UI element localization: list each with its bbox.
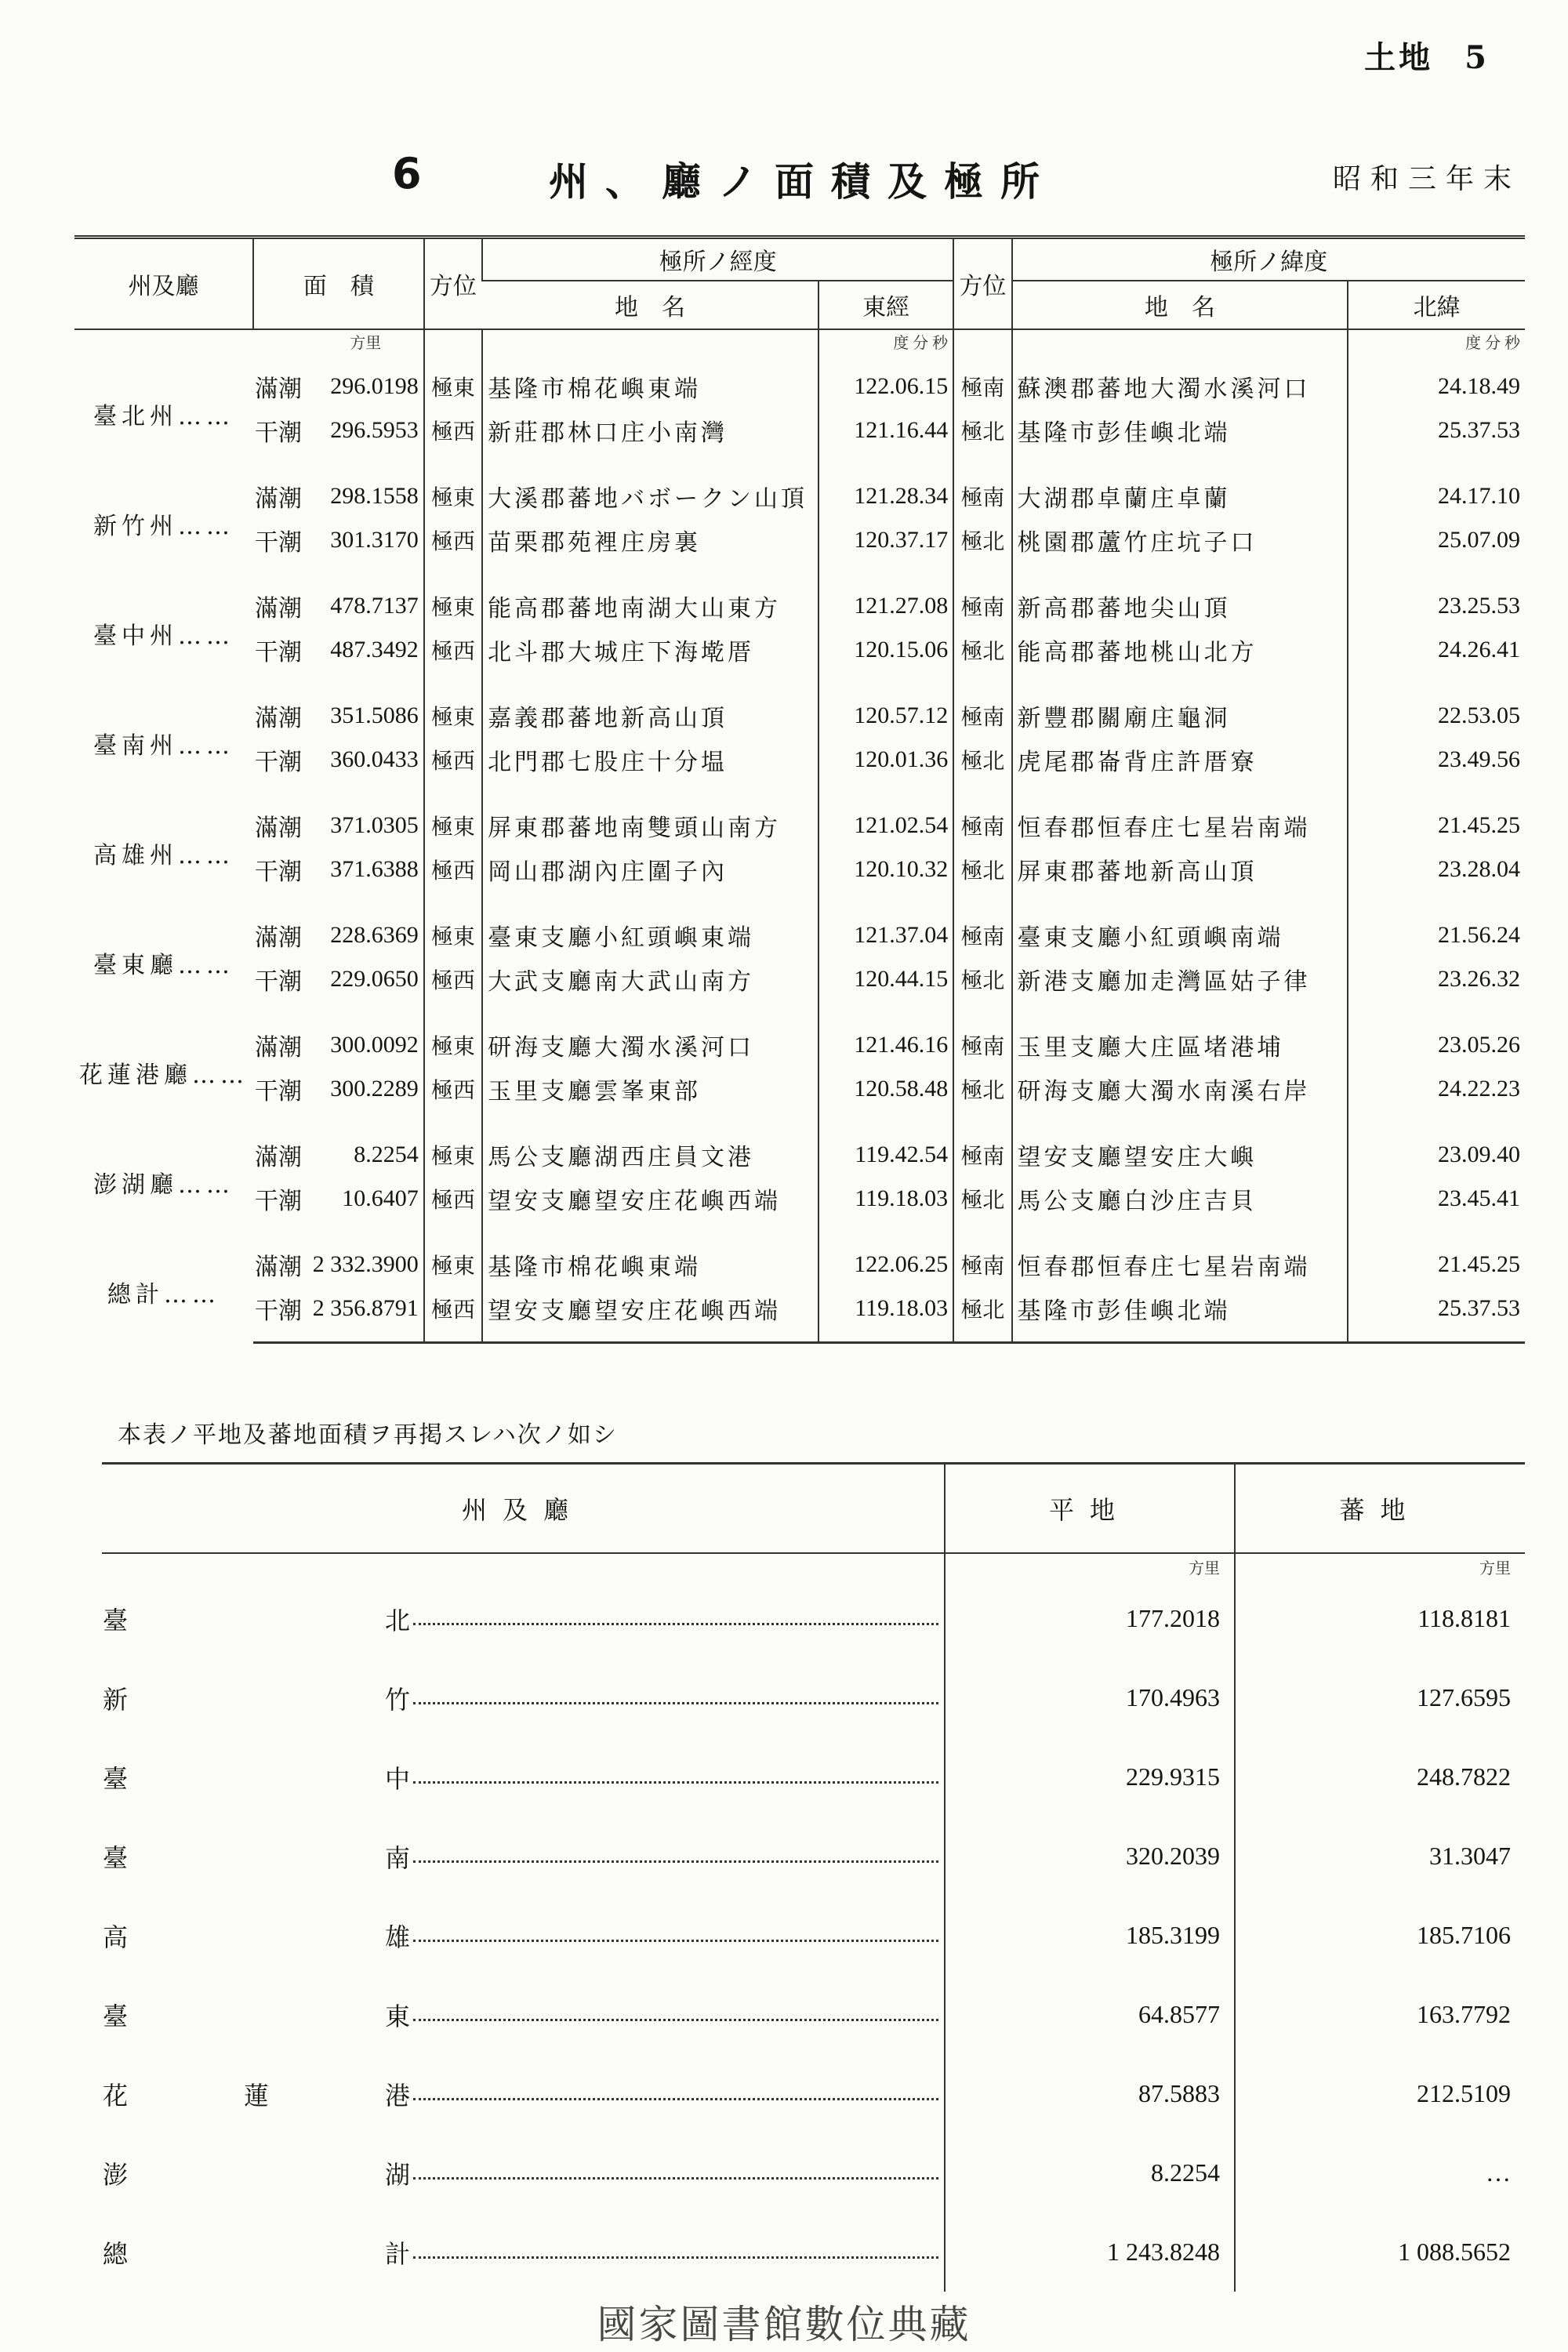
east-longitude: 119.42.54 — [818, 1122, 953, 1177]
lat-direction: 極北 — [953, 408, 1011, 463]
pref-name: 花蓮港廳…… — [79, 1061, 249, 1089]
flat-area: 170.4963 — [945, 1658, 1235, 1737]
section-name: 土地 — [1364, 39, 1434, 76]
lat-direction: 極北 — [953, 1287, 1011, 1343]
leader-dots — [413, 1770, 938, 1784]
aboriginal-area: 185.7106 — [1235, 1896, 1525, 1975]
sub-pref-char-3: 竹 — [385, 1684, 411, 1715]
leader-dots — [413, 2008, 938, 2021]
table-row — [74, 902, 1525, 957]
area-value: 371.6388 — [330, 855, 419, 882]
tide-label: 滿潮 — [255, 594, 302, 622]
area-value: 296.0198 — [330, 372, 419, 399]
tide-label: 滿潮 — [255, 704, 302, 732]
lon-place: 屏東郡蕃地南雙頭山南方 — [482, 793, 818, 848]
tide-label: 滿潮 — [255, 485, 302, 513]
lon-place: 望安支廳望安庄花嶼西端 — [482, 1177, 818, 1232]
footer-watermark: 國家圖書館數位典藏 — [597, 2302, 971, 2347]
tide-label: 干潮 — [255, 967, 302, 996]
tide-label: 滿潮 — [255, 1253, 302, 1281]
lat-place: 基隆市彭佳嶼北端 — [1012, 408, 1348, 463]
header-dir-lat: 方位 — [953, 238, 1011, 329]
area-value: 351.5086 — [330, 702, 419, 728]
sub-pref-char-3: 東 — [385, 2001, 411, 2031]
table-row — [74, 683, 1525, 738]
lon-direction: 極西 — [424, 1177, 482, 1232]
table-row — [74, 1232, 1525, 1287]
flat-area: 64.8577 — [945, 1975, 1235, 2054]
table-row — [102, 1579, 1525, 1658]
lat-direction: 極南 — [953, 1232, 1011, 1287]
tide-label: 干潮 — [255, 858, 302, 886]
page-number: 5 — [1465, 39, 1490, 76]
pref-name: 臺北州…… — [93, 402, 234, 430]
sub-header-aboriginal: 蕃地 — [1235, 1464, 1525, 1554]
north-latitude: 24.17.10 — [1348, 463, 1525, 518]
sub-pref-cell — [102, 1817, 945, 1896]
table-row — [102, 1817, 1525, 1896]
tide-label: 滿潮 — [255, 1033, 302, 1062]
area-value: 229.0650 — [330, 965, 419, 992]
east-longitude: 120.37.17 — [818, 518, 953, 573]
sub-pref-char-1: 臺 — [103, 2001, 129, 2031]
lat-direction: 極南 — [953, 683, 1011, 738]
tide-label: 滿潮 — [255, 814, 302, 842]
east-longitude: 120.15.06 — [818, 628, 953, 683]
east-longitude: 121.02.54 — [818, 793, 953, 848]
lat-direction: 極北 — [953, 738, 1011, 793]
lon-direction: 極東 — [424, 1012, 482, 1067]
sub-pref-char-1: 臺 — [103, 1842, 129, 1873]
lat-place: 屏東郡蕃地新高山頂 — [1012, 848, 1348, 902]
north-latitude: 25.37.53 — [1348, 1287, 1525, 1343]
lon-place: 苗栗郡苑裡庄房裏 — [482, 518, 818, 573]
sub-pref-char-2: 蓮 — [244, 2080, 270, 2111]
lon-place: 北斗郡大城庄下海墘厝 — [482, 628, 818, 683]
lat-place: 馬公支廳白沙庄吉貝 — [1012, 1177, 1348, 1232]
east-longitude: 121.46.16 — [818, 1012, 953, 1067]
area-value: 8.2254 — [354, 1141, 419, 1167]
lat-direction: 極南 — [953, 354, 1011, 408]
area-extremes-table — [74, 235, 1525, 1344]
sub-pref-char-1: 澎 — [103, 2159, 129, 2190]
unit-lon: 度 分 秒 — [818, 329, 953, 354]
east-longitude: 120.57.12 — [818, 683, 953, 738]
lat-place: 恒春郡恒春庄七星岩南端 — [1012, 793, 1348, 848]
title-date: 昭和三年末 — [1332, 163, 1521, 195]
header-lon-group: 極所ノ經度 — [482, 238, 953, 281]
aboriginal-area: 212.5109 — [1235, 2054, 1525, 2133]
area-value: 487.3492 — [330, 636, 419, 662]
lon-direction: 極西 — [424, 1067, 482, 1122]
sub-pref-char-1: 花 — [103, 2080, 129, 2111]
table-number: 6 — [392, 149, 422, 198]
north-latitude: 23.05.26 — [1348, 1012, 1525, 1067]
page-title: 州、廳ノ面積及極所 — [549, 158, 1057, 205]
area-value: 298.1558 — [330, 482, 419, 509]
sub-pref-cell — [102, 2212, 945, 2292]
lon-place: 望安支廳望安庄花嶼西端 — [482, 1287, 818, 1343]
tide-label: 干潮 — [255, 748, 302, 776]
sub-pref-cell — [102, 1896, 945, 1975]
flat-area: 229.9315 — [945, 1737, 1235, 1817]
sub-pref-char-3: 北 — [385, 1605, 411, 1635]
sub-pref-char-1: 臺 — [103, 1763, 129, 1794]
lon-direction: 極西 — [424, 518, 482, 573]
leader-dots — [413, 1691, 938, 1704]
unit-lat: 度 分 秒 — [1348, 329, 1525, 354]
north-latitude: 24.26.41 — [1348, 628, 1525, 683]
sub-pref-char-1: 臺 — [103, 1605, 129, 1635]
flat-area: 185.3199 — [945, 1896, 1235, 1975]
lat-direction: 極南 — [953, 1122, 1011, 1177]
east-longitude: 122.06.25 — [818, 1232, 953, 1287]
table-row — [74, 1122, 1525, 1177]
north-latitude: 23.26.32 — [1348, 957, 1525, 1012]
north-latitude: 24.18.49 — [1348, 354, 1525, 408]
lon-direction: 極西 — [424, 1287, 482, 1343]
north-latitude: 21.45.25 — [1348, 793, 1525, 848]
east-longitude: 121.27.08 — [818, 573, 953, 628]
leader-dots — [413, 2166, 938, 2180]
lat-place: 基隆市彭佳嶼北端 — [1012, 1287, 1348, 1343]
lat-direction: 極南 — [953, 573, 1011, 628]
table-row — [102, 1975, 1525, 2054]
tide-label: 滿潮 — [255, 1143, 302, 1171]
header-area: 面 積 — [253, 238, 424, 329]
sub-pref-char-3: 湖 — [385, 2159, 411, 2190]
north-latitude: 25.07.09 — [1348, 518, 1525, 573]
pref-name: 總計…… — [107, 1281, 220, 1309]
table-note: 本表ノ平地及蕃地面積ヲ再掲スレハ次ノ如シ — [118, 1421, 618, 1449]
north-latitude: 23.49.56 — [1348, 738, 1525, 793]
table-row — [74, 1177, 1525, 1232]
aboriginal-area: 127.6595 — [1235, 1658, 1525, 1737]
header-north: 北緯 — [1348, 281, 1525, 329]
lat-place: 蘇澳郡蕃地大濁水溪河口 — [1012, 354, 1348, 408]
lon-direction: 極東 — [424, 683, 482, 738]
table-row — [74, 1012, 1525, 1067]
lon-place: 能高郡蕃地南湖大山東方 — [482, 573, 818, 628]
sub-pref-char-1: 新 — [103, 1684, 129, 1715]
lat-direction: 極南 — [953, 1012, 1011, 1067]
area-value: 2 356.8791 — [308, 1287, 424, 1343]
running-header — [1364, 33, 1490, 78]
area-value: 2 332.3900 — [312, 1250, 419, 1277]
table-row — [74, 957, 1525, 1012]
lon-place: 大溪郡蕃地バボークン山頂 — [482, 463, 818, 518]
lat-direction: 極北 — [953, 957, 1011, 1012]
sub-unit-flat: 方里 — [945, 1553, 1235, 1579]
tide-label: 滿潮 — [255, 924, 302, 952]
flat-area: 320.2039 — [945, 1817, 1235, 1896]
area-value: 300.2289 — [330, 1075, 419, 1102]
north-latitude: 23.25.53 — [1348, 573, 1525, 628]
sub-pref-cell — [102, 2054, 945, 2133]
leader-dots — [413, 1849, 938, 1863]
lat-direction: 極南 — [953, 793, 1011, 848]
table-row — [102, 1896, 1525, 1975]
area-value: 228.6369 — [330, 921, 419, 948]
header-lat-place: 地 名 — [1012, 281, 1348, 329]
sub-pref-char-3: 港 — [385, 2080, 411, 2111]
north-latitude: 23.45.41 — [1348, 1177, 1525, 1232]
sub-pref-cell — [102, 2133, 945, 2212]
east-longitude: 121.16.44 — [818, 408, 953, 463]
aboriginal-area: 163.7792 — [1235, 1975, 1525, 2054]
unit-area: 方里 — [350, 335, 382, 352]
lon-place: 馬公支廳湖西庄員文港 — [482, 1122, 818, 1177]
east-longitude: 119.18.03 — [818, 1287, 953, 1343]
sub-pref-cell — [102, 1975, 945, 2054]
table-row — [74, 848, 1525, 902]
lon-direction: 極東 — [424, 793, 482, 848]
lon-direction: 極西 — [424, 848, 482, 902]
area-value: 301.3170 — [330, 526, 419, 553]
east-longitude: 119.18.03 — [818, 1177, 953, 1232]
lon-place: 嘉義郡蕃地新高山頂 — [482, 683, 818, 738]
lon-direction: 極西 — [424, 408, 482, 463]
lon-place: 大武支廳南大武山南方 — [482, 957, 818, 1012]
tide-label: 干潮 — [255, 528, 302, 557]
flat-area: 8.2254 — [945, 2133, 1235, 2212]
lat-place: 新高郡蕃地尖山頂 — [1012, 573, 1348, 628]
lat-place: 桃園郡蘆竹庄坑子口 — [1012, 518, 1348, 573]
table-row — [74, 354, 1525, 408]
header-lon-place: 地 名 — [482, 281, 818, 329]
lon-place: 基隆市棉花嶼東端 — [482, 1232, 818, 1287]
east-longitude: 120.44.15 — [818, 957, 953, 1012]
area-value: 10.6407 — [342, 1185, 419, 1211]
lat-direction: 極南 — [953, 463, 1011, 518]
east-longitude: 121.37.04 — [818, 902, 953, 957]
tide-label: 干潮 — [253, 1287, 308, 1343]
sub-pref-cell — [102, 1658, 945, 1737]
north-latitude: 24.22.23 — [1348, 1067, 1525, 1122]
lat-place: 玉里支廳大庄區堵港埔 — [1012, 1012, 1348, 1067]
leader-dots — [413, 2087, 938, 2100]
table-row — [102, 1658, 1525, 1737]
pref-name: 高雄州…… — [93, 841, 234, 869]
lat-direction: 極南 — [953, 902, 1011, 957]
lon-direction: 極東 — [424, 573, 482, 628]
lon-place: 研海支廳大濁水溪河口 — [482, 1012, 818, 1067]
lat-direction: 極北 — [953, 518, 1011, 573]
table-row — [74, 573, 1525, 628]
tide-label: 干潮 — [255, 638, 302, 666]
lon-direction: 極東 — [424, 902, 482, 957]
sub-pref-char-1: 總 — [103, 2238, 129, 2269]
north-latitude: 22.53.05 — [1348, 683, 1525, 738]
lon-place: 岡山郡湖內庄圍子內 — [482, 848, 818, 902]
lat-direction: 極北 — [953, 848, 1011, 902]
aboriginal-area: 1 088.5652 — [1235, 2212, 1525, 2292]
header-dir-lon: 方位 — [424, 238, 482, 329]
table-row — [74, 628, 1525, 683]
table-row — [74, 1067, 1525, 1122]
sub-header-flat: 平地 — [945, 1464, 1235, 1554]
lat-place: 新豐郡關廟庄龜洞 — [1012, 683, 1348, 738]
north-latitude: 25.37.53 — [1348, 408, 1525, 463]
lat-place: 恒春郡恒春庄七星岩南端 — [1012, 1232, 1348, 1287]
table-row — [102, 2054, 1525, 2133]
north-latitude: 21.56.24 — [1348, 902, 1525, 957]
area-value: 478.7137 — [330, 592, 419, 619]
lat-place: 虎尾郡崙背庄許厝寮 — [1012, 738, 1348, 793]
east-longitude: 121.28.34 — [818, 463, 953, 518]
area-value: 300.0092 — [330, 1031, 419, 1058]
pref-name: 臺東廳…… — [93, 951, 234, 979]
leader-dots — [413, 2245, 938, 2259]
flat-area: 87.5883 — [945, 2054, 1235, 2133]
table-row — [74, 408, 1525, 463]
lon-direction: 極西 — [424, 738, 482, 793]
north-latitude: 21.45.25 — [1348, 1232, 1525, 1287]
sub-header-pref: 州及廳 — [102, 1464, 945, 1554]
pref-name: 澎湖廳…… — [93, 1171, 234, 1199]
lon-direction: 極西 — [424, 957, 482, 1012]
leader-dots — [413, 1612, 938, 1625]
sub-pref-char-3: 南 — [385, 1842, 411, 1873]
lat-place: 臺東支廳小紅頭嶼南端 — [1012, 902, 1348, 957]
north-latitude: 23.09.40 — [1348, 1122, 1525, 1177]
east-longitude: 120.58.48 — [818, 1067, 953, 1122]
table-row — [102, 1737, 1525, 1817]
tide-label: 干潮 — [255, 1187, 302, 1215]
lon-direction: 極東 — [424, 354, 482, 408]
table-row — [102, 2212, 1525, 2292]
tide-label: 滿潮 — [255, 375, 302, 403]
sub-pref-cell — [102, 1737, 945, 1817]
tide-label: 干潮 — [255, 1077, 302, 1105]
sub-pref-char-3: 中 — [385, 1763, 411, 1794]
tide-label: 干潮 — [255, 419, 302, 447]
area-value: 296.5953 — [330, 416, 419, 443]
table-row — [74, 1287, 1525, 1343]
lat-place: 大湖郡卓蘭庄卓蘭 — [1012, 463, 1348, 518]
header-east: 東經 — [818, 281, 953, 329]
table-row — [74, 793, 1525, 848]
aboriginal-area: … — [1235, 2133, 1525, 2212]
leader-dots — [413, 1929, 938, 1942]
lon-direction: 極東 — [424, 1122, 482, 1177]
lon-place: 基隆市棉花嶼東端 — [482, 354, 818, 408]
north-latitude: 23.28.04 — [1348, 848, 1525, 902]
table-row — [102, 2133, 1525, 2212]
lat-place: 能高郡蕃地桃山北方 — [1012, 628, 1348, 683]
sub-pref-char-3: 雄 — [385, 1922, 411, 1952]
flat-area: 1 243.8248 — [945, 2212, 1235, 2292]
header-pref: 州及廳 — [74, 238, 253, 329]
table-row — [74, 518, 1525, 573]
table-row — [74, 738, 1525, 793]
lat-direction: 極北 — [953, 1067, 1011, 1122]
aboriginal-area: 248.7822 — [1235, 1737, 1525, 1817]
flat-area: 177.2018 — [945, 1579, 1235, 1658]
lon-place: 臺東支廳小紅頭嶼東端 — [482, 902, 818, 957]
lon-place: 新莊郡林口庄小南灣 — [482, 408, 818, 463]
sub-unit-aboriginal: 方里 — [1235, 1553, 1525, 1579]
area-value: 360.0433 — [330, 746, 419, 772]
lat-direction: 極北 — [953, 1177, 1011, 1232]
aboriginal-area: 31.3047 — [1235, 1817, 1525, 1896]
lat-place: 望安支廳望安庄大嶼 — [1012, 1122, 1348, 1177]
east-longitude: 120.01.36 — [818, 738, 953, 793]
lon-direction: 極東 — [424, 1232, 482, 1287]
east-longitude: 120.10.32 — [818, 848, 953, 902]
lat-place: 研海支廳大濁水南溪右岸 — [1012, 1067, 1348, 1122]
area-value: 371.0305 — [330, 811, 419, 838]
sub-pref-char-1: 高 — [103, 1922, 129, 1952]
pref-name: 臺南州…… — [93, 731, 234, 760]
east-longitude: 122.06.15 — [818, 354, 953, 408]
lon-place: 北門郡七股庄十分塭 — [482, 738, 818, 793]
pref-name: 臺中州…… — [93, 622, 234, 650]
lon-direction: 極西 — [424, 628, 482, 683]
aboriginal-area: 118.8181 — [1235, 1579, 1525, 1658]
lat-direction: 極北 — [953, 628, 1011, 683]
table-row — [74, 463, 1525, 518]
lat-place: 新港支廳加走灣區姑子律 — [1012, 957, 1348, 1012]
lon-direction: 極東 — [424, 463, 482, 518]
pref-name: 新竹州…… — [93, 512, 234, 540]
sub-pref-cell — [102, 1579, 945, 1658]
header-lat-group: 極所ノ緯度 — [1012, 238, 1525, 281]
flat-aboriginal-table — [102, 1462, 1525, 2292]
sub-pref-char-3: 計 — [385, 2238, 411, 2269]
lon-place: 玉里支廳雲峯東部 — [482, 1067, 818, 1122]
